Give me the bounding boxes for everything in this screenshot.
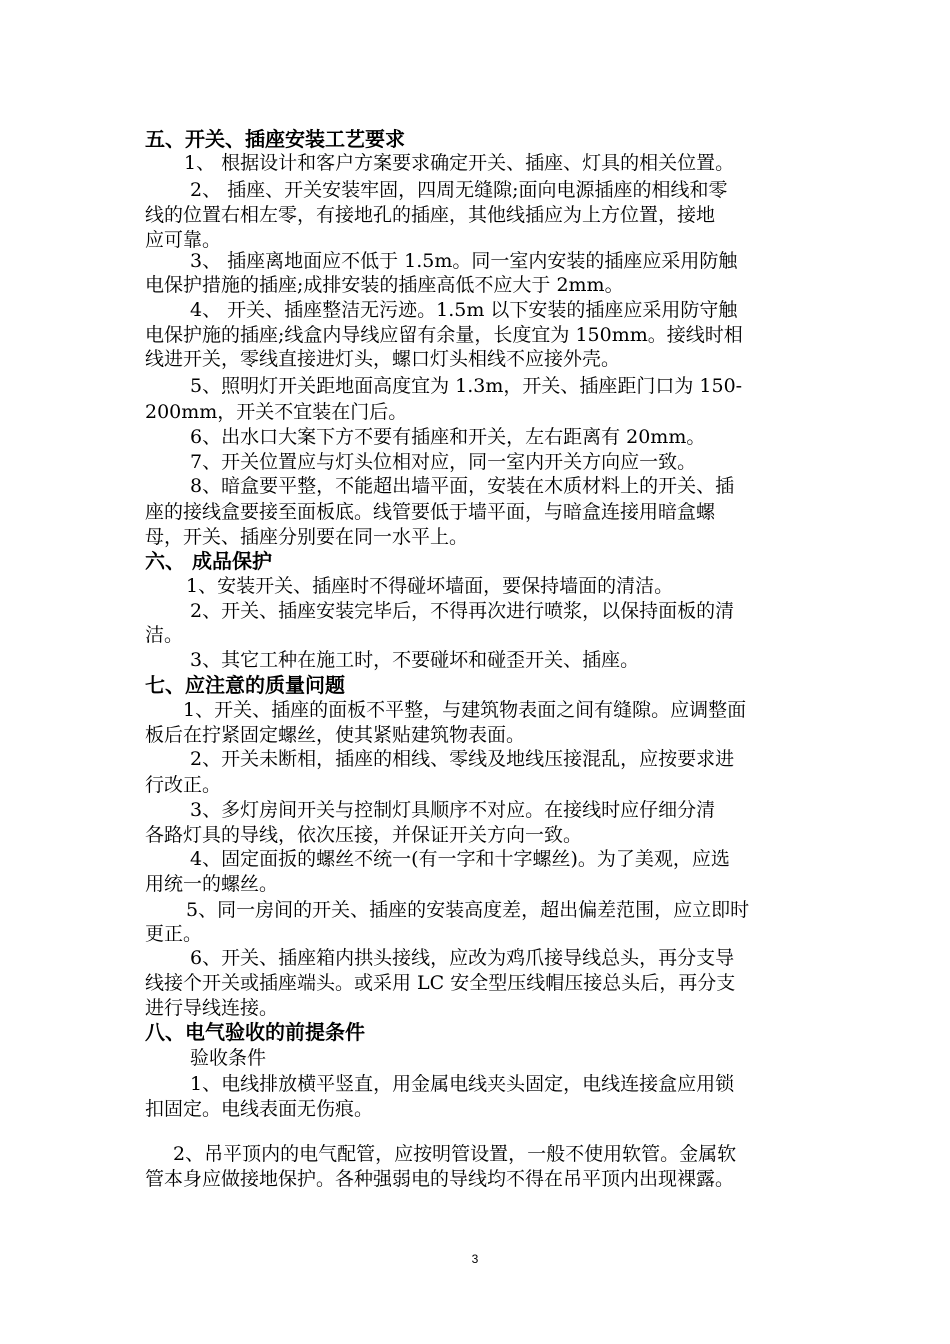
- paragraph-line: 线的位置右相左零，有接地孔的插座，其他线插应为上方位置，接地: [145, 204, 716, 226]
- paragraph-line: 1、开关、插座的面板不平整，与建筑物表面之间有缝隙。应调整面: [183, 699, 747, 721]
- paragraph-line: 1、 根据设计和客户方案要求确定开关、插座、灯具的相关位置。: [184, 152, 735, 174]
- section-heading-8: 八、电气验收的前提条件: [145, 1020, 365, 1044]
- section-heading-5: 五、开关、插座安装工艺要求: [145, 127, 405, 151]
- paragraph-line: 2、开关未断相，插座的相线、零线及地线压接混乱，应按要求进: [190, 748, 735, 770]
- paragraph-line: 2、吊平顶内的电气配管，应按明管设置，一般不使用软管。金属软: [173, 1143, 737, 1165]
- paragraph-line: 4、固定面扳的螺丝不统一(有一字和十字螺丝)。为了美观，应选: [190, 848, 730, 870]
- paragraph-line: 座的接线盒要接至面板底。线管要低于墙平面，与暗盒连接用暗盒螺: [145, 501, 716, 523]
- paragraph-line: 线接个开关或插座端头。或采用 LC 安全型压线帽压接总头后，再分支: [145, 972, 736, 994]
- paragraph-line: 5、照明灯开关距地面高度宜为 1.3m，开关、插座距门口为 150-: [190, 375, 743, 397]
- paragraph-line: 2、 插座、开关安装牢固，四周无缝隙;面向电源插座的相线和零: [190, 179, 728, 201]
- paragraph-line: 3、 插座离地面应不低于 1.5m。同一室内安装的插座应采用防触: [190, 250, 738, 272]
- section-heading-6: 六、 成品保护: [145, 549, 272, 573]
- paragraph-line: 各路灯具的导线，依次压接，并保证开关方向一致。: [145, 824, 583, 846]
- paragraph-line: 验收条件: [190, 1047, 267, 1069]
- paragraph-line: 母，开关、插座分别要在同一水平上。: [145, 526, 469, 548]
- paragraph-line: 电保护施的插座;线盒内导线应留有余量，长度宜为 150mm。接线时相: [145, 324, 743, 346]
- paragraph-line: 用统一的螺丝。: [145, 873, 279, 895]
- paragraph-line: 7、开关位置应与灯头位相对应，同一室内开关方向应一致。: [190, 451, 697, 473]
- paragraph-line: 2、开关、插座安装完毕后，不得再次进行喷浆，以保持面板的清: [190, 600, 735, 622]
- paragraph-line: 200mm，开关不宜装在门后。: [145, 401, 408, 423]
- section-heading-7: 七、应注意的质量问题: [145, 673, 345, 697]
- paragraph-line: 1、安装开关、插座时不得碰坏墙面，要保持墙面的清洁。: [186, 575, 674, 597]
- paragraph-line: 1、电线排放横平竖直，用金属电线夹头固定，电线连接盒应用锁: [190, 1073, 735, 1095]
- paragraph-line: 板后在拧紧固定螺丝，使其紧贴建筑物表面。: [145, 724, 526, 746]
- paragraph-line: 应可靠。: [145, 229, 222, 251]
- paragraph-line: 扣固定。电线表面无伤痕。: [145, 1098, 374, 1120]
- paragraph-line: 更正。: [145, 923, 203, 945]
- paragraph-line: 5、同一房间的开关、插座的安装高度差，超出偏差范围，应立即时: [186, 899, 750, 921]
- paragraph-line: 4、 开关、插座整洁无污迹。1.5m 以下安装的插座应采用防守触: [190, 299, 738, 321]
- paragraph-line: 行改正。: [145, 774, 222, 796]
- paragraph-line: 管本身应做接地保护。各种强弱电的导线均不得在吊平顶内出现裸露。: [145, 1168, 735, 1190]
- paragraph-line: 8、暗盒要平整，不能超出墙平面，安装在木质材料上的开关、插: [190, 475, 735, 497]
- paragraph-line: 线进开关，零线直接进灯头，螺口灯头相线不应接外壳。: [145, 348, 621, 370]
- paragraph-line: 6、出水口大案下方不要有插座和开关，左右距离有 20mm。: [190, 426, 706, 448]
- paragraph-line: 洁。: [145, 624, 184, 646]
- paragraph-line: 6、开关、插座箱内拱头接线，应改为鸡爪接导线总头，再分支导: [190, 947, 735, 969]
- paragraph-line: 3、其它工种在施工时，不要碰坏和碰歪开关、插座。: [190, 649, 640, 671]
- paragraph-line: 进行导线连接。: [145, 997, 279, 1019]
- page-number: 3: [471, 1252, 479, 1266]
- paragraph-line: 电保护措施的插座;成排安装的插座高低不应大于 2mm。: [145, 274, 624, 296]
- paragraph-line: 3、多灯房间开关与控制灯具顺序不对应。在接线时应仔细分清: [190, 799, 716, 821]
